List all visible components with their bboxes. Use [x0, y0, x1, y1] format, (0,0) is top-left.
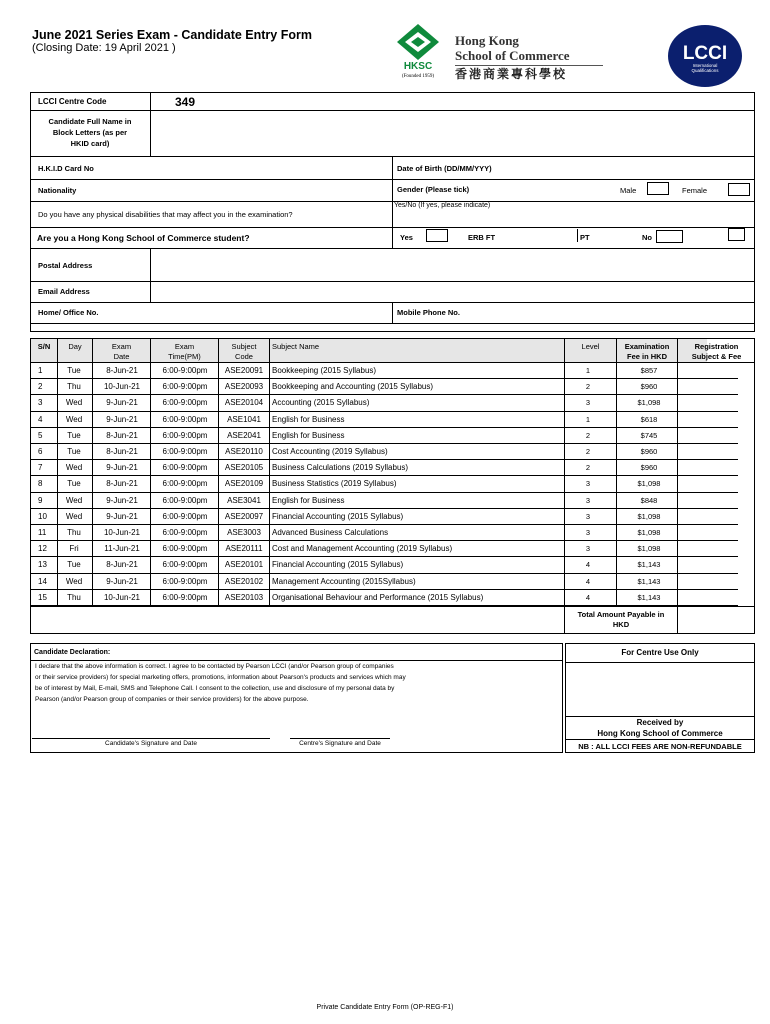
female-checkbox[interactable]: [728, 183, 750, 196]
row-fee: $1,143: [637, 592, 661, 602]
lcci-logo: [667, 24, 743, 88]
candidate-signature-label: Candidate's Signature and Date: [105, 740, 197, 747]
row-registration-input[interactable]: [678, 574, 754, 590]
row-sn: 3: [38, 398, 43, 408]
row-fee: $1,098: [637, 528, 661, 537]
th-name: Subject Name: [272, 342, 320, 351]
row-day: Tue: [67, 430, 81, 440]
erb-ft-checkbox[interactable]: [506, 229, 578, 242]
th-date-1: Exam: [111, 342, 132, 351]
table-row: [30, 525, 738, 541]
row-fee: $960: [640, 447, 658, 456]
row-time: 6:00-9:00pm: [162, 528, 208, 537]
row-time: 6:00-9:00pm: [162, 382, 208, 392]
centre-signature-label: Centre's Signature and Date: [299, 740, 381, 747]
centre-signature-field[interactable]: [290, 712, 390, 738]
lcci-logo-sub1: International: [692, 63, 718, 68]
row-date: 9-Jun-21: [106, 495, 138, 505]
row-date: 8-Jun-21: [106, 447, 138, 456]
row-sn: 10: [38, 511, 47, 521]
row-level: 3: [585, 528, 591, 537]
row-sn: 2: [38, 382, 43, 392]
row-day: Tue: [67, 366, 81, 375]
table-row: [30, 541, 738, 557]
th-reg-1: Registration: [694, 342, 739, 351]
row-date: 10-Jun-21: [103, 528, 141, 537]
row-fee: $848: [640, 495, 658, 505]
th-reg-2: Subject & Fee: [691, 352, 742, 361]
row-subject-name: Business Calculations (2019 Syllabus): [272, 463, 409, 473]
row-subject-code: ASE2041: [227, 430, 261, 440]
lcci-logo-text: LCCI: [682, 43, 728, 64]
nationality-input[interactable]: [150, 180, 390, 201]
row-subject-name: Financial Accounting (2015 Syllabus): [272, 560, 404, 570]
table-row: [30, 493, 738, 509]
mobile-label: Mobile Phone No.: [397, 308, 460, 317]
row-level: 1: [585, 366, 591, 375]
erb-ft-label: ERB FT: [468, 233, 496, 242]
row-registration-input[interactable]: [678, 557, 754, 573]
row-registration-input[interactable]: [678, 412, 754, 428]
row-registration-input[interactable]: [678, 379, 754, 395]
dob-label: Date of Birth (DD/MM/YYY): [397, 164, 492, 173]
school-name-line2: School of Commerce: [455, 48, 603, 66]
row-sn: 1: [38, 366, 43, 375]
row-subject-code: ASE20103: [224, 592, 264, 602]
row-date: 11-Jun-21: [104, 544, 140, 554]
email-label: Email Address: [38, 287, 90, 296]
row-sn: 7: [38, 463, 43, 473]
no-checkbox[interactable]: [656, 230, 683, 243]
row-day: Wed: [65, 414, 83, 424]
th-time-1: Exam: [174, 342, 195, 351]
row-subject-code: ASE20097: [224, 511, 264, 521]
declaration-line3: be of interest by Mail, E-mail, SMS and Telephone Call. I consent to the collection, use and disclosure of my personal data by: [35, 685, 395, 692]
centre-code-label: LCCI Centre Code: [38, 97, 107, 106]
extra-checkbox[interactable]: [728, 228, 745, 241]
row-level: 3: [585, 495, 591, 505]
yes-checkbox[interactable]: [426, 229, 448, 242]
row-level: 4: [585, 592, 591, 602]
row-fee: $960: [640, 382, 658, 392]
row-time: 6:00-9:00pm: [162, 479, 208, 489]
row-sn: 13: [38, 560, 47, 570]
row-date: 8-Jun-21: [106, 366, 138, 375]
table-row: [30, 379, 738, 395]
row-day: Tue: [67, 560, 81, 570]
row-day: Wed: [65, 463, 83, 473]
row-registration-input[interactable]: [678, 590, 754, 606]
row-time: 6:00-9:00pm: [162, 576, 208, 586]
table-row: [30, 412, 738, 428]
row-subject-name: Cost Accounting (2019 Syllabus): [272, 447, 388, 456]
row-date: 9-Jun-21: [106, 398, 138, 408]
th-level: Level: [581, 342, 600, 351]
row-day: Tue: [67, 447, 81, 456]
th-day: Day: [68, 342, 82, 351]
row-date: 9-Jun-21: [106, 414, 138, 424]
footer-form-code: Private Candidate Entry Form (OP-REG-F1): [316, 1004, 454, 1011]
non-refundable-note: NB : ALL LCCI FEES ARE NON-REFUNDABLE: [578, 742, 742, 751]
row-registration-input[interactable]: [678, 525, 754, 541]
row-time: 6:00-9:00pm: [162, 560, 208, 570]
declaration-line4: Pearson (and/or Pearson group of companies or their service providers) for the above purpose.: [35, 696, 309, 703]
row-date: 10-Jun-21: [103, 592, 141, 602]
row-subject-name: English for Business: [272, 430, 345, 440]
disability-answer-hint: Yes/No (If yes, please indicate): [394, 202, 491, 209]
postal-label: Postal Address: [38, 261, 93, 270]
row-day: Thu: [67, 592, 81, 602]
row-day: Wed: [65, 576, 83, 586]
row-day: Fri: [69, 544, 79, 554]
table-row: [30, 460, 738, 476]
row-subject-code: ASE20104: [224, 398, 264, 408]
row-subject-code: ASE20101: [224, 560, 264, 570]
row-subject-code: ASE20093: [224, 382, 264, 392]
row-registration-input[interactable]: [678, 509, 754, 525]
row-registration-input[interactable]: [678, 476, 754, 492]
row-subject-name: Bookkeeping and Accounting (2015 Syllabus): [272, 382, 433, 392]
mobile-input[interactable]: [393, 303, 754, 323]
school-name-chinese: 香港商業專科學校: [455, 67, 568, 81]
row-sn: 4: [38, 414, 43, 424]
declaration-heading: Candidate Declaration:: [34, 649, 111, 656]
th-fee-2: Fee in HKD: [626, 352, 667, 361]
row-subject-name: Advanced Business Calculations: [272, 528, 389, 537]
row-subject-code: ASE3003: [227, 528, 261, 537]
centre-code-value: 349: [175, 95, 196, 109]
row-time: 6:00-9:00pm: [162, 495, 208, 505]
row-subject-name: Accounting (2015 Syllabus): [272, 398, 370, 408]
total-amount-input[interactable]: [678, 607, 754, 633]
row-time: 6:00-9:00pm: [162, 414, 208, 424]
row-sn: 11: [38, 528, 47, 537]
declaration-line1: I declare that the above information is correct. I agree to be contacted by Pearson LCCI (and/or Pearson group of companies: [35, 663, 394, 670]
row-subject-code: ASE20105: [224, 463, 264, 473]
hkec-logo: [393, 22, 443, 78]
candidate-signature-field[interactable]: [32, 712, 270, 738]
row-registration-input[interactable]: [678, 493, 754, 509]
full-name-label-1: Candidate Full Name in: [48, 117, 132, 126]
row-fee: $618: [640, 414, 658, 424]
row-fee: $960: [640, 463, 658, 473]
received-by-label: Received by: [636, 718, 684, 727]
row-sn: 14: [38, 576, 47, 586]
home-phone-label: Home/ Office No.: [38, 308, 99, 317]
row-level: 2: [585, 430, 591, 440]
row-subject-code: ASE3041: [227, 495, 261, 505]
postal-input[interactable]: [151, 249, 754, 281]
row-subject-name: Business Statistics (2019 Syllabus): [272, 479, 397, 489]
row-time: 6:00-9:00pm: [162, 463, 208, 473]
row-level: 1: [585, 414, 591, 424]
declaration-line2: or their service providers) for special marketing offers, promotions, information about Pearson's products and services which may: [35, 674, 406, 681]
row-level: 2: [585, 463, 591, 473]
male-checkbox[interactable]: [647, 182, 669, 195]
hkid-label: H.K.I.D Card No: [38, 164, 94, 173]
email-input[interactable]: [151, 282, 754, 302]
disability-input[interactable]: [393, 210, 754, 227]
row-registration-input[interactable]: [678, 428, 754, 444]
row-time: 6:00-9:00pm: [162, 544, 208, 554]
row-fee: $1,098: [637, 511, 661, 521]
full-name-input[interactable]: [151, 111, 754, 156]
row-level: 3: [585, 479, 591, 489]
row-day: Wed: [65, 511, 83, 521]
th-time-2: Time(PM): [168, 352, 201, 361]
th-fee-1: Examination: [624, 342, 670, 351]
row-level: 3: [585, 398, 591, 408]
row-date: 9-Jun-21: [106, 576, 138, 586]
row-date: 8-Jun-21: [106, 560, 138, 570]
row-day: Wed: [65, 398, 83, 408]
gender-label: Gender (Please tick): [397, 185, 470, 194]
row-time: 6:00-9:00pm: [162, 366, 208, 375]
school-name-line1: Hong Kong: [455, 33, 519, 48]
row-level: 3: [585, 511, 591, 521]
row-day: Wed: [65, 495, 83, 505]
closing-date: (Closing Date: 19 April 2021 ): [32, 42, 176, 54]
centre-use-heading: For Centre Use Only: [621, 648, 699, 657]
yes-label: Yes: [400, 233, 413, 242]
hkec-founded: (Founded 1959): [401, 74, 435, 78]
table-row: [30, 428, 738, 444]
row-level: 2: [585, 447, 591, 456]
nationality-label: Nationality: [38, 186, 77, 195]
row-subject-name: English for Business: [272, 495, 345, 505]
th-sn: S/N: [37, 342, 51, 351]
row-subject-name: Management Accounting (2015Syllabus): [272, 576, 416, 586]
total-label-1: Total Amount Payable in: [577, 610, 665, 619]
row-sn: 15: [38, 592, 47, 602]
row-fee: $1,098: [637, 398, 661, 408]
row-date: 9-Jun-21: [106, 463, 138, 473]
school-name-block: [455, 33, 603, 82]
row-time: 6:00-9:00pm: [162, 430, 208, 440]
hkec-logo-text: HKSC: [403, 61, 433, 72]
pt-label: PT: [580, 233, 590, 242]
row-fee: $1,143: [637, 576, 661, 586]
table-row: [30, 476, 738, 492]
row-subject-code: ASE1041: [227, 414, 261, 424]
row-subject-name: Organisational Behaviour and Performance (2015 Syllabus): [272, 592, 484, 602]
row-subject-name: Financial Accounting (2015 Syllabus): [272, 511, 404, 521]
row-subject-name: Bookkeeping (2015 Syllabus): [272, 366, 377, 375]
row-subject-code: ASE20109: [224, 479, 264, 489]
table-row: [30, 363, 738, 379]
row-time: 6:00-9:00pm: [162, 592, 208, 602]
row-time: 6:00-9:00pm: [162, 398, 208, 408]
th-code-2: Code: [235, 352, 253, 361]
hkid-input[interactable]: [150, 157, 390, 178]
row-subject-code: ASE20111: [225, 544, 263, 554]
disability-question: Do you have any physical disabilities that may affect you in the examination?: [38, 210, 293, 219]
row-sn: 9: [38, 495, 43, 505]
male-label: Male: [620, 186, 637, 195]
th-code-1: Subject: [231, 342, 257, 351]
page-title: June 2021 Series Exam - Candidate Entry Form: [32, 28, 312, 42]
row-level: 4: [585, 576, 591, 586]
row-subject-code: ASE20102: [224, 576, 264, 586]
row-fee: $1,098: [637, 544, 661, 554]
row-time: 6:00-9:00pm: [162, 447, 208, 456]
row-fee: $745: [640, 430, 658, 440]
row-registration-input[interactable]: [678, 395, 754, 411]
row-subject-name: English for Business: [272, 414, 345, 424]
row-subject-code: ASE20091: [224, 366, 264, 375]
row-sn: 12: [38, 544, 47, 554]
row-registration-input[interactable]: [678, 541, 754, 557]
row-registration-input[interactable]: [678, 363, 754, 379]
row-date: 8-Jun-21: [106, 430, 138, 440]
row-level: 2: [585, 382, 591, 392]
table-row: [30, 574, 738, 590]
row-fee: $857: [640, 366, 658, 375]
row-sn: 5: [38, 430, 43, 440]
row-date: 8-Jun-21: [106, 479, 138, 489]
table-row: [30, 590, 738, 606]
table-row: [30, 509, 738, 525]
female-label: Female: [682, 186, 708, 195]
row-date: 9-Jun-21: [106, 511, 138, 521]
lcci-logo-sub2: Qualifications: [691, 68, 719, 73]
student-question: Are you a Hong Kong School of Commerce student?: [37, 233, 250, 243]
row-fee: $1,143: [637, 560, 661, 570]
row-time: 6:00-9:00pm: [162, 511, 208, 521]
row-sn: 8: [38, 479, 43, 489]
row-day: Tue: [67, 479, 81, 489]
row-day: Thu: [67, 382, 81, 392]
no-label: No: [642, 233, 652, 242]
table-row: [30, 557, 738, 573]
row-sn: 6: [38, 447, 43, 456]
table-row: [30, 395, 738, 411]
home-phone-input[interactable]: [151, 303, 391, 323]
row-registration-input[interactable]: [678, 460, 754, 476]
row-subject-name: Cost and Management Accounting (2019 Syllabus): [272, 544, 453, 554]
row-level: 3: [585, 544, 591, 554]
total-label-2: HKD: [612, 620, 630, 629]
row-date: 10-Jun-21: [103, 382, 141, 392]
centre-use-field[interactable]: [566, 663, 754, 715]
th-date-2: Date: [113, 352, 130, 361]
full-name-label-2: Block Letters (as per: [52, 128, 128, 137]
row-level: 4: [585, 560, 591, 570]
row-fee: $1,098: [637, 479, 661, 489]
row-day: Thu: [67, 528, 81, 537]
row-registration-input[interactable]: [678, 444, 754, 460]
full-name-label-3: HKID card): [70, 139, 110, 148]
row-subject-code: ASE20110: [225, 447, 263, 456]
table-row: [30, 444, 738, 460]
received-by-school: Hong Kong School of Commerce: [597, 729, 723, 738]
